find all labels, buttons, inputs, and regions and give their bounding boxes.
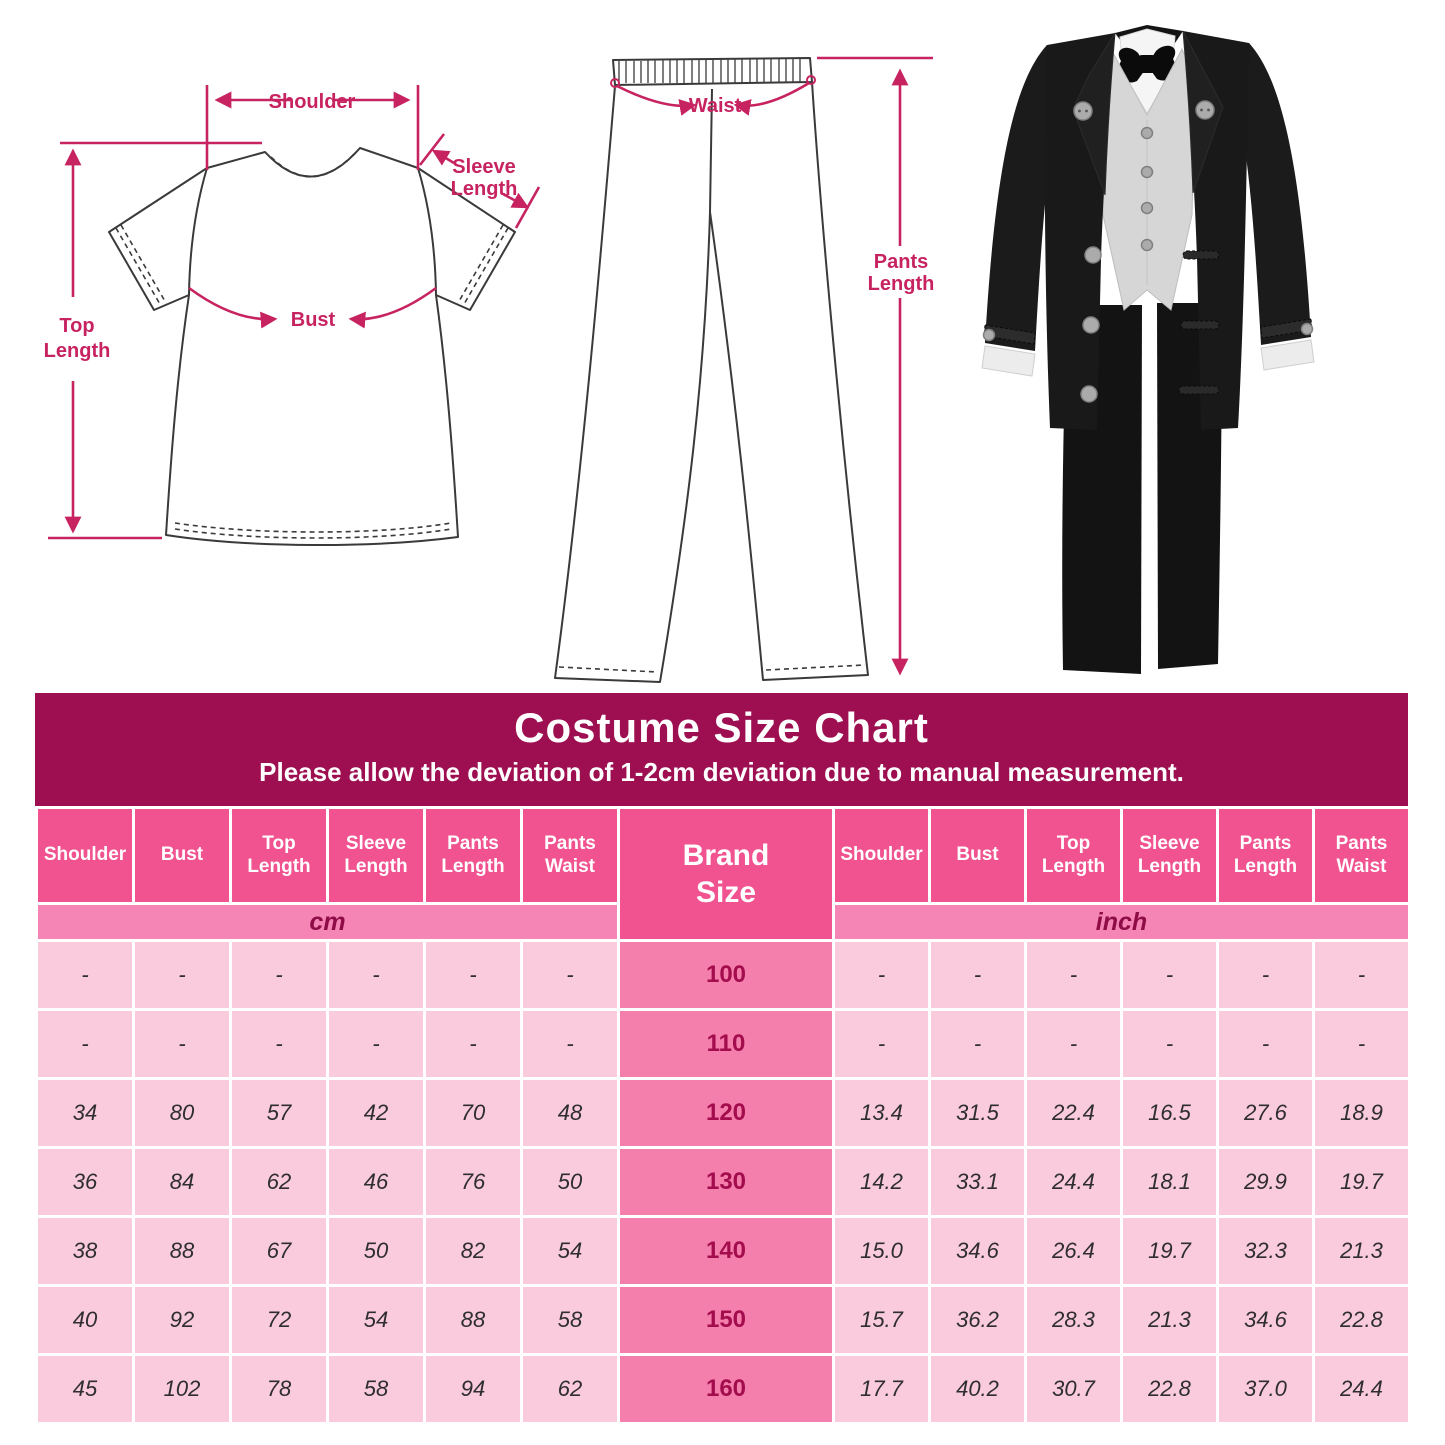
cell-inch-top-length: 26.4 [1026,1217,1122,1286]
lapel-button-left [1074,102,1092,120]
col-header-sleeve-length-cm: Sleeve Length [328,808,425,904]
vest-button-2 [1142,167,1153,178]
tshirt-measurement-diagram [35,85,545,565]
cell-inch-pants-length: 27.6 [1218,1079,1314,1148]
cell-inch-pants-length: - [1218,1010,1314,1079]
size-chart-table [35,806,1411,1425]
brand-size-header-line2: Size [695,876,757,909]
cell-inch-shoulder: 14.2 [834,1148,930,1217]
top-length-label-line2: Length [43,340,111,362]
cell-cm-shoulder: 45 [37,1355,134,1424]
size-row-130 [37,1148,1410,1217]
size-row-150 [37,1286,1410,1355]
cell-cm-sleeve-length: - [328,941,425,1010]
col-header-bust-cm: Bust [134,808,231,904]
waist-label: Waist [688,95,742,117]
cell-cm-shoulder: 40 [37,1286,134,1355]
cell-inch-sleeve-length: - [1122,941,1218,1010]
cell-inch-shoulder: - [834,941,930,1010]
size-chart-title: Costume Size Chart [514,704,929,751]
sleeve-tick-lower [516,187,539,228]
size-row-100 [37,941,1410,1010]
header-row [37,808,1410,904]
cell-cm-pants-waist: 62 [522,1355,619,1424]
pants-length-label-line1: Pants [873,251,929,273]
cell-cm-pants-waist: 58 [522,1286,619,1355]
pants-measurement-diagram [545,50,935,690]
bust-label: Bust [290,309,336,331]
col-header-top-length-inch: Top Length [1026,808,1122,904]
right-cuff-button [1302,324,1313,335]
cell-cm-top-length: 72 [231,1286,328,1355]
cell-cm-top-length: - [231,1010,328,1079]
pants-length-label-line2: Length [867,273,935,295]
cell-inch-shoulder: 15.0 [834,1217,930,1286]
front-button-1 [1085,247,1101,263]
sleeve-arrow-upper [434,151,454,163]
top-length-label-line1: Top [59,315,95,337]
brand-size-header-line1: Brand [682,838,770,872]
col-header-shoulder-cm: Shoulder [37,808,134,904]
cell-brand-size: 130 [619,1148,834,1217]
cell-inch-pants-length: 32.3 [1218,1217,1314,1286]
cell-cm-sleeve-length: 46 [328,1148,425,1217]
cell-inch-pants-waist: - [1314,1010,1410,1079]
shoulder-label: Shoulder [268,91,356,113]
col-header-bust-inch: Bust [930,808,1026,904]
cell-cm-shoulder: - [37,941,134,1010]
size-row-110 [37,1010,1410,1079]
cell-inch-sleeve-length: 22.8 [1122,1355,1218,1424]
cell-cm-bust: 88 [134,1217,231,1286]
sleeve-tick-upper [420,134,444,165]
front-button-2 [1083,317,1099,333]
cell-cm-pants-length: - [425,941,522,1010]
cell-inch-top-length: 30.7 [1026,1355,1122,1424]
cell-cm-shoulder: - [37,1010,134,1079]
col-header-top-length-cm: Top Length [231,808,328,904]
cell-cm-top-length: 78 [231,1355,328,1424]
unit-label-inch: inch [834,904,1410,941]
size-chart-subtitle: Please allow the deviation of 1-2cm deviation due to manual measurement. [259,757,1184,788]
cell-inch-top-length: - [1026,941,1122,1010]
cell-cm-pants-waist: 54 [522,1217,619,1286]
cell-brand-size: 150 [619,1286,834,1355]
cell-inch-pants-waist: 19.7 [1314,1148,1410,1217]
cell-inch-sleeve-length: - [1122,1010,1218,1079]
cell-cm-sleeve-length: 54 [328,1286,425,1355]
cell-cm-sleeve-length: - [328,1010,425,1079]
cell-cm-bust: 84 [134,1148,231,1217]
cell-inch-pants-length: 34.6 [1218,1286,1314,1355]
cell-inch-top-length: 24.4 [1026,1148,1122,1217]
vest-button-3 [1142,203,1153,214]
cell-cm-pants-length: - [425,1010,522,1079]
cell-cm-top-length: 57 [231,1079,328,1148]
size-row-120 [37,1079,1410,1148]
cell-inch-sleeve-length: 21.3 [1122,1286,1218,1355]
brand-size-header [619,808,834,941]
cell-cm-top-length: 67 [231,1217,328,1286]
cell-cm-pants-waist: 48 [522,1079,619,1148]
cell-inch-bust: 31.5 [930,1079,1026,1148]
cell-inch-sleeve-length: 16.5 [1122,1079,1218,1148]
cell-inch-top-length: 28.3 [1026,1286,1122,1355]
right-shirt-cuff [1261,340,1314,370]
braid-closure-1 [1183,251,1219,259]
vest-button-4 [1142,240,1153,251]
cell-cm-top-length: - [231,941,328,1010]
cell-inch-bust: 40.2 [930,1355,1026,1424]
cell-cm-sleeve-length: 58 [328,1355,425,1424]
button-hole [1085,110,1088,113]
cell-inch-top-length: - [1026,1010,1122,1079]
cell-cm-bust: - [134,941,231,1010]
cell-inch-bust: 34.6 [930,1217,1026,1286]
sleeve-length-label-line2: Length [450,178,518,200]
cell-inch-shoulder: 15.7 [834,1286,930,1355]
cell-inch-pants-waist: 21.3 [1314,1217,1410,1286]
cell-cm-shoulder: 36 [37,1148,134,1217]
cell-cm-bust: 92 [134,1286,231,1355]
col-header-pants-waist-cm: Pants Waist [522,808,619,904]
tshirt-outline-shape [109,148,515,545]
button-hole [1078,110,1081,113]
cell-cm-sleeve-length: 50 [328,1217,425,1286]
cell-cm-pants-length: 70 [425,1079,522,1148]
cell-inch-pants-length: 37.0 [1218,1355,1314,1424]
cell-inch-pants-waist: 24.4 [1314,1355,1410,1424]
cell-inch-bust: - [930,1010,1026,1079]
cell-cm-pants-length: 88 [425,1286,522,1355]
cell-inch-pants-waist: 22.8 [1314,1286,1410,1355]
cell-inch-pants-length: 29.9 [1218,1148,1314,1217]
left-cuff-button [984,330,995,341]
cell-cm-pants-waist: 50 [522,1148,619,1217]
cell-inch-pants-length: - [1218,941,1314,1010]
braid-closure-3 [1179,386,1219,394]
cell-cm-bust: 80 [134,1079,231,1148]
cell-cm-pants-waist: - [522,941,619,1010]
vest-button-1 [1142,128,1153,139]
cell-cm-top-length: 62 [231,1148,328,1217]
cell-cm-bust: - [134,1010,231,1079]
costume-tuxedo-set [982,25,1314,674]
cell-brand-size: 100 [619,941,834,1010]
cell-cm-pants-length: 94 [425,1355,522,1424]
cell-inch-pants-waist: 18.9 [1314,1079,1410,1148]
size-table-body [37,941,1410,1424]
sleeve-length-label-line1: Sleeve [452,156,516,178]
braid-closure-2 [1181,321,1219,329]
col-header-pants-length-cm: Pants Length [425,808,522,904]
cell-cm-pants-length: 76 [425,1148,522,1217]
costume-photo [975,25,1340,685]
cell-brand-size: 140 [619,1217,834,1286]
size-row-140 [37,1217,1410,1286]
size-chart-title-band [35,693,1408,806]
cell-inch-sleeve-length: 19.7 [1122,1217,1218,1286]
cell-inch-shoulder: - [834,1010,930,1079]
col-header-shoulder-inch: Shoulder [834,808,930,904]
front-button-3 [1081,386,1097,402]
left-shirt-cuff [982,346,1035,376]
cell-brand-size: 110 [619,1010,834,1079]
cell-inch-bust: 36.2 [930,1286,1026,1355]
col-header-sleeve-length-inch: Sleeve Length [1122,808,1218,904]
cell-cm-sleeve-length: 42 [328,1079,425,1148]
col-header-pants-waist-inch: Pants Waist [1314,808,1410,904]
cell-inch-pants-waist: - [1314,941,1410,1010]
cell-cm-shoulder: 34 [37,1079,134,1148]
cell-cm-bust: 102 [134,1355,231,1424]
bow-tie-knot [1138,55,1156,73]
cell-cm-pants-length: 82 [425,1217,522,1286]
cell-inch-shoulder: 17.7 [834,1355,930,1424]
cell-cm-shoulder: 38 [37,1217,134,1286]
cell-cm-pants-waist: - [522,1010,619,1079]
size-chart-section [35,693,1408,1425]
button-hole [1200,109,1203,112]
lapel-button-right [1196,101,1214,119]
cell-inch-sleeve-length: 18.1 [1122,1148,1218,1217]
cell-brand-size: 160 [619,1355,834,1424]
col-header-pants-length-inch: Pants Length [1218,808,1314,904]
size-row-160 [37,1355,1410,1424]
cell-inch-shoulder: 13.4 [834,1079,930,1148]
cell-inch-top-length: 22.4 [1026,1079,1122,1148]
cell-inch-bust: 33.1 [930,1148,1026,1217]
button-hole [1207,109,1210,112]
unit-label-cm: cm [37,904,619,941]
cell-brand-size: 120 [619,1079,834,1148]
cell-inch-bust: - [930,941,1026,1010]
